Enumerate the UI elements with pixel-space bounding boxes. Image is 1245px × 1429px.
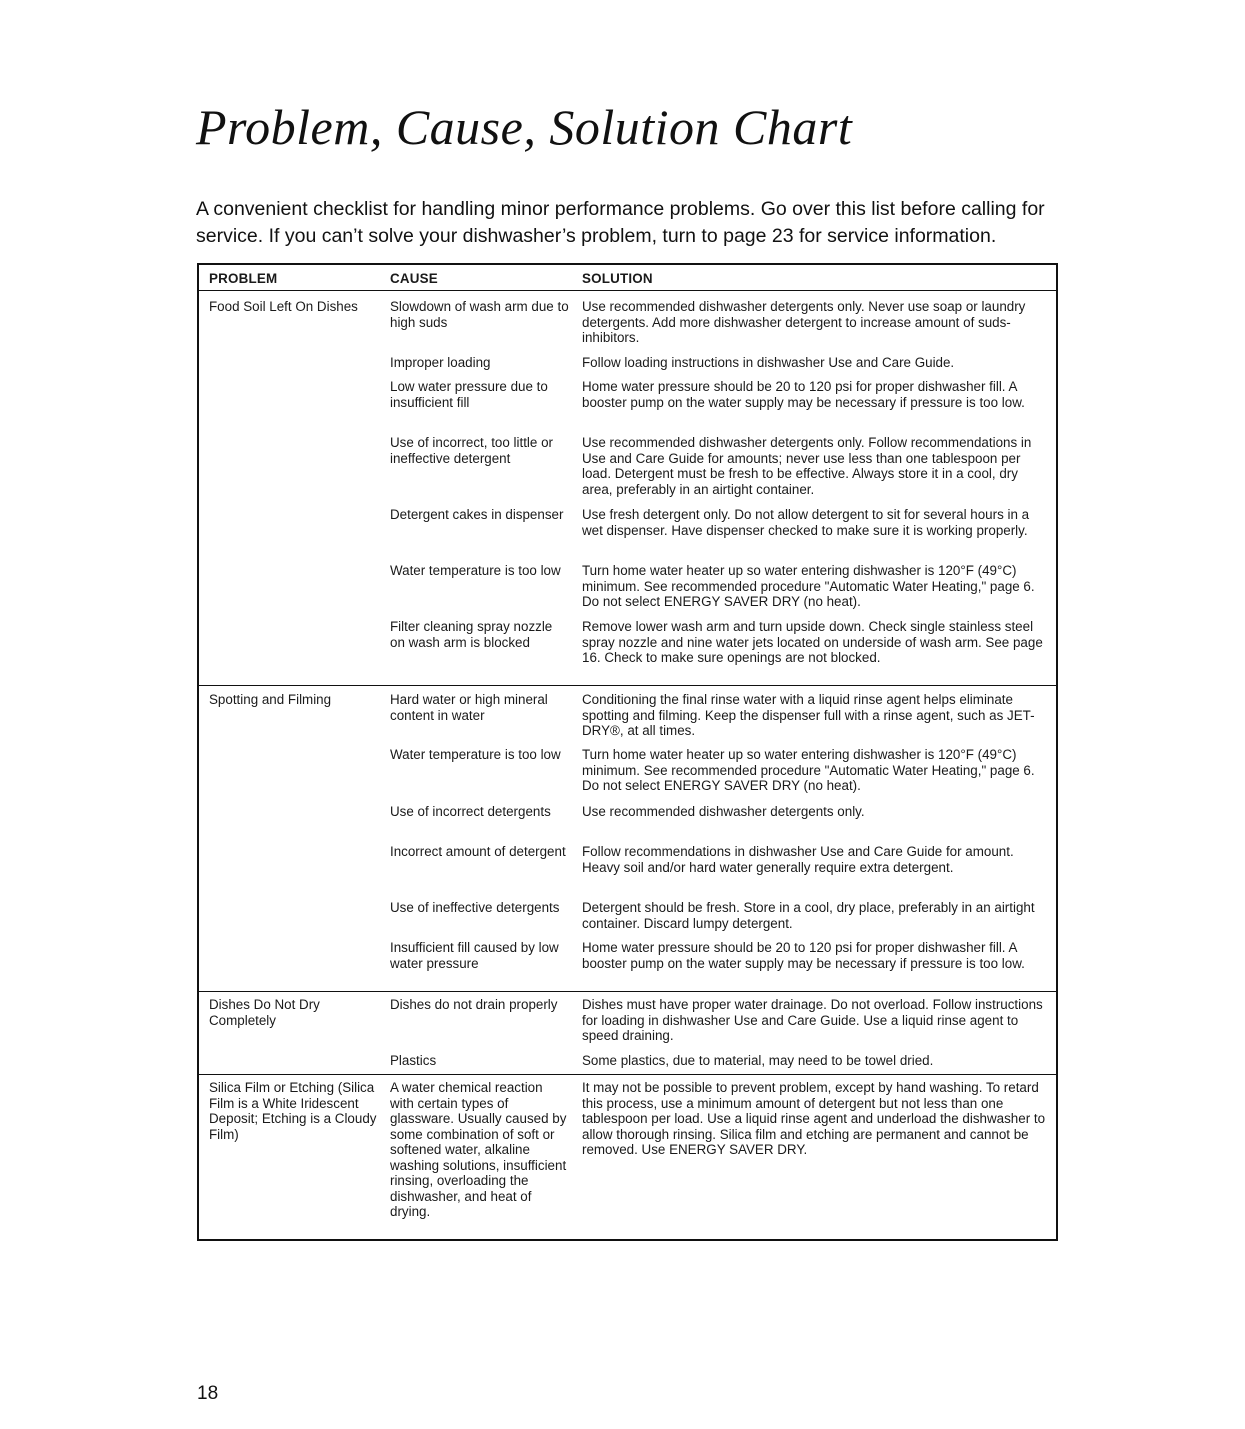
cause-cell: Use of incorrect detergents bbox=[390, 804, 551, 819]
problem-column-header: PROBLEM bbox=[209, 271, 278, 286]
page-number: 18 bbox=[197, 1383, 219, 1404]
solution-cell: Dishes must have proper water drainage. Do not overload. Follow instructions for loading in dishwasher Use and Care Guide. Use a liquid rinse agent to speed draining. bbox=[582, 997, 1043, 1043]
cause-cell: Insufficient fill caused by low water pressure bbox=[390, 940, 559, 971]
problem-dishes-do-not-dry: Dishes Do Not Dry Completely bbox=[209, 997, 320, 1028]
solution-cell: Use recommended dishwasher detergents only. Never use soap or laundry detergents. Add more dishwasher detergent to increase amount of suds-inhibitors. bbox=[582, 299, 1026, 345]
cause-cell: A water chemical reaction with certain types of glassware. Usually caused by some combination of soft or softened water, alkaline washing solutions, insufficient rinsing, overloading the dishwasher, and heat of drying. bbox=[390, 1080, 567, 1219]
cause-cell: Filter cleaning spray nozzle on wash arm is blocked bbox=[390, 619, 553, 650]
problem-cause-solution-table bbox=[197, 263, 1058, 1241]
intro-paragraph: A convenient checklist for handling minor performance problems. Go over this list before calling for service. If you can’t solve your dishwasher’s problem, turn to page 23 for service information. bbox=[196, 198, 1045, 247]
cause-cell: Improper loading bbox=[390, 355, 491, 370]
solution-cell: Detergent should be fresh. Store in a cool, dry place, preferably in an airtight container. Discard lumpy detergent. bbox=[582, 900, 1035, 931]
group-divider bbox=[199, 685, 1056, 686]
solution-cell: Conditioning the final rinse water with a liquid rinse agent helps eliminate spotting and filming. Keep the dispenser full with a rinse agent, such as JET-DRY®, at all times. bbox=[582, 692, 1035, 738]
problem-silica-film-etching: Silica Film or Etching (Silica Film is a White Iridescent Deposit; Etching is a Cloudy Film) bbox=[209, 1080, 377, 1142]
solution-cell: It may not be possible to prevent problem, except by hand washing. To retard this process, use a minimum amount of detergent but not less than one tablespoon per load. Use a liquid rinse agent and underload the dishwasher to allow thorough rinsing. Silica film and etching are permanent and cannot be removed. Use ENERGY SAVER DRY. bbox=[582, 1080, 1046, 1157]
cause-cell: Water temperature is too low bbox=[390, 747, 561, 762]
solution-cell: Turn home water heater up so water entering dishwasher is 120°F (49°C) minimum. See recommended procedure "Automatic Water Heating," page 6. Do not select ENERGY SAVER DRY (no heat). bbox=[582, 747, 1035, 793]
cause-cell: Water temperature is too low bbox=[390, 563, 561, 578]
cause-cell: Slowdown of wash arm due to high suds bbox=[390, 299, 569, 330]
problem-food-soil: Food Soil Left On Dishes bbox=[209, 299, 358, 314]
solution-cell: Home water pressure should be 20 to 120 psi for proper dishwasher fill. A booster pump on the water supply may be necessary if pressure is too low. bbox=[582, 379, 1025, 410]
solution-cell: Remove lower wash arm and turn upside down. Check single stainless steel spray nozzle and nine water jets located on underside of wash arm. See page 16. Check to make sure openings are not blocked. bbox=[582, 619, 1043, 665]
cause-cell: Plastics bbox=[390, 1053, 437, 1068]
solution-cell: Use fresh detergent only. Do not allow detergent to sit for several hours in a wet dispenser. Have dispenser checked to make sure it is working properly. bbox=[582, 507, 1030, 538]
cause-cell: Use of incorrect, too little or ineffective detergent bbox=[390, 435, 553, 466]
solution-cell: Turn home water heater up so water entering dishwasher is 120°F (49°C) minimum. See recommended procedure "Automatic Water Heating," page 6. Do not select ENERGY SAVER DRY (no heat). bbox=[582, 563, 1035, 609]
solution-column-header: SOLUTION bbox=[582, 271, 653, 286]
problem-spotting-filming: Spotting and Filming bbox=[209, 692, 332, 707]
cause-cell: Dishes do not drain properly bbox=[390, 997, 558, 1012]
solution-cell: Follow loading instructions in dishwasher Use and Care Guide. bbox=[582, 355, 955, 370]
cause-cell: Hard water or high mineral content in water bbox=[390, 692, 548, 723]
solution-cell: Some plastics, due to material, may need to be towel dried. bbox=[582, 1053, 934, 1068]
cause-cell: Use of ineffective detergents bbox=[390, 900, 560, 915]
solution-cell: Home water pressure should be 20 to 120 psi for proper dishwasher fill. A booster pump on the water supply may be necessary if pressure is too low. bbox=[582, 940, 1025, 971]
header-divider bbox=[199, 290, 1056, 291]
group-divider bbox=[199, 991, 1056, 992]
cause-cell: Low water pressure due to insufficient fill bbox=[390, 379, 548, 410]
cause-cell: Incorrect amount of detergent bbox=[390, 844, 566, 859]
page-title: Problem, Cause, Solution Chart bbox=[196, 99, 853, 155]
solution-cell: Follow recommendations in dishwasher Use and Care Guide for amount. Heavy soil and/or hard water generally require extra detergent. bbox=[582, 844, 1014, 875]
cause-column-header: CAUSE bbox=[390, 271, 438, 286]
group-divider bbox=[199, 1074, 1056, 1075]
solution-cell: Use recommended dishwasher detergents only. bbox=[582, 804, 865, 819]
solution-cell: Use recommended dishwasher detergents only. Follow recommendations in Use and Care Guide for amounts; never use less than one tablespoon per load. Detergent must be fresh to be effective. Always store it in a cool, dry area, preferably in an airtight container. bbox=[582, 435, 1032, 497]
cause-cell: Detergent cakes in dispenser bbox=[390, 507, 564, 522]
